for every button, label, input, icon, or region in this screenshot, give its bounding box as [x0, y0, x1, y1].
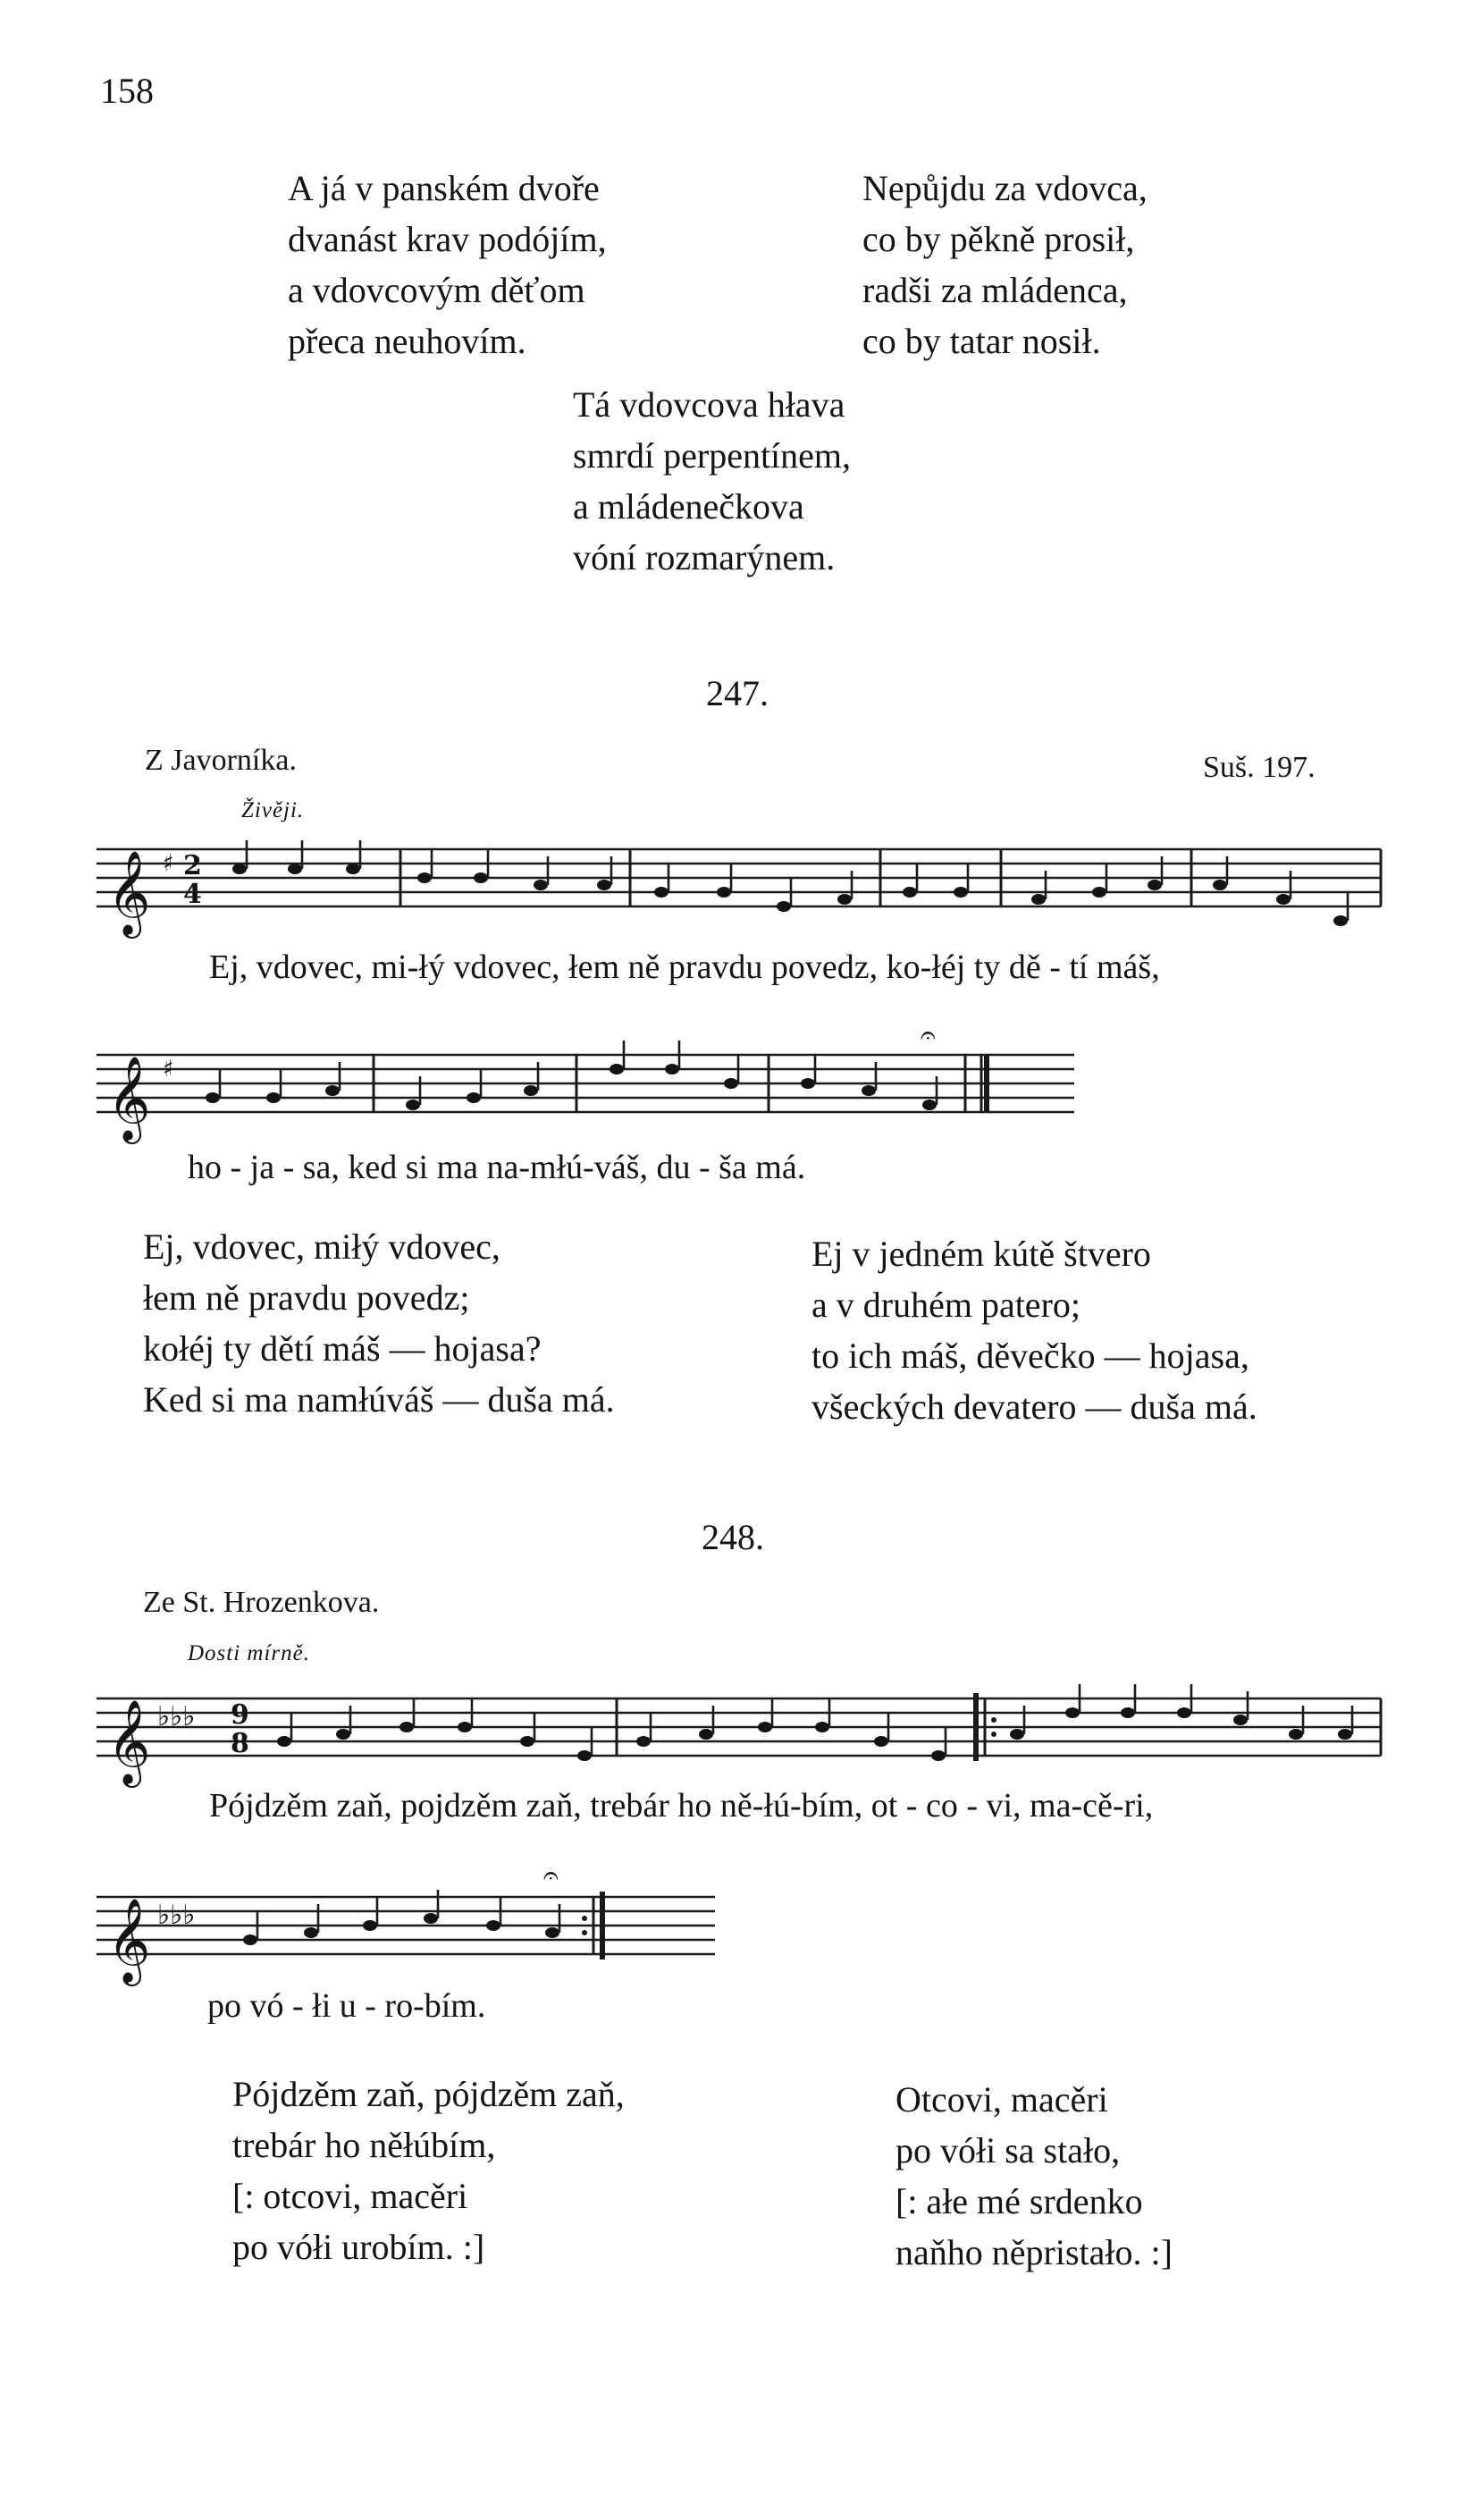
stanza-line: Ej v jedném kútě štvero — [811, 1234, 1151, 1274]
time-signature-bottom: 8 — [231, 1728, 249, 1759]
lyric-line: ho - ja - sa, ked si ma na-młú-váš, du - ša má. — [188, 1149, 806, 1186]
stanza-line: co by pěkně prosił, — [862, 219, 1135, 259]
repeat-dot-icon — [582, 1930, 587, 1935]
stanza-line: a vdovcovým děťom — [288, 270, 585, 310]
note-head — [1276, 894, 1291, 905]
time-signature-bottom: 4 — [183, 879, 202, 910]
note-head — [1233, 1715, 1248, 1725]
song-origin: Ze St. Hrozenkova. — [143, 1586, 380, 1619]
note-head — [474, 872, 488, 883]
note-head — [903, 887, 917, 898]
note-head — [266, 1092, 281, 1103]
stanza-line: naňho něpristało. :] — [895, 2232, 1173, 2272]
repeat-dot-icon — [991, 1717, 996, 1723]
note-head — [1031, 894, 1046, 905]
note-head — [837, 894, 852, 905]
stanza-line: Ked si ma namłúváš — duša má. — [143, 1379, 615, 1420]
note-head — [1333, 915, 1348, 926]
note-head — [577, 1750, 592, 1761]
song-stanza-left — [143, 1221, 615, 1425]
song-reference: Suš. 197. — [1203, 751, 1316, 784]
note-group — [277, 1684, 1381, 1761]
note-head — [406, 1100, 420, 1110]
note-head — [1148, 880, 1162, 890]
note-head — [243, 1934, 257, 1945]
song-stanza-right — [811, 1228, 1257, 1432]
page-number: 158 — [100, 71, 154, 111]
note-group — [232, 840, 1381, 926]
note-head — [325, 1085, 340, 1096]
treble-clef-icon: 𝄞 — [107, 1056, 151, 1141]
time-signature-top: 2 — [183, 850, 202, 881]
repeat-dot-icon — [582, 1916, 587, 1921]
song-stanza-right — [895, 2074, 1173, 2278]
song-stanza-left — [232, 2069, 625, 2272]
key-signature: ♯ — [163, 1056, 174, 1083]
note-head — [862, 1085, 876, 1096]
note-head — [1338, 1729, 1352, 1740]
note-head — [232, 864, 247, 874]
stanza-line: to ich máš, děvečko — hojasa, — [811, 1336, 1249, 1376]
note-head — [417, 872, 432, 883]
stanza-line: kołéj ty dětí máš — hojasa? — [143, 1328, 542, 1369]
song-origin: Z Javorníka. — [145, 744, 297, 777]
note-head — [534, 880, 548, 890]
note-head — [777, 901, 791, 912]
stanza-line: łem ně pravdu povedz; — [143, 1277, 470, 1318]
staff-248-line-1 — [97, 1684, 1381, 1788]
stanza-line: Pójdzěm zaň, pójdzěm zaň, — [232, 2074, 625, 2114]
note-head — [336, 1729, 350, 1740]
stanza-line: trebár ho něłúbím, — [232, 2125, 496, 2165]
fermata-icon: 𝄐 — [543, 1860, 559, 1892]
note-head — [288, 864, 302, 874]
note-head — [758, 1722, 772, 1732]
note-head — [699, 1729, 713, 1740]
note-head — [801, 1078, 815, 1089]
lyric-line: Ej, vdovec, mi-łý vdovec, łem ně pravdu povedz, ko-łéj ty dě - tí máš, — [209, 948, 1160, 986]
note-head — [363, 1920, 377, 1931]
note-head — [874, 1736, 888, 1747]
stanza-line: [: ałe mé srdenko — [895, 2181, 1143, 2221]
note-head — [1065, 1707, 1080, 1718]
note-head — [717, 887, 731, 898]
stanza-line: všeckých devatero — duša má. — [811, 1386, 1257, 1427]
note-head — [399, 1722, 414, 1732]
note-head — [277, 1736, 291, 1747]
key-signature: ♭♭♭ — [157, 1701, 196, 1732]
stanza-line: po vółi urobím. :] — [232, 2227, 485, 2267]
stanza-line: po vółi sa stało, — [895, 2130, 1121, 2170]
time-signature-top: 9 — [231, 1699, 249, 1731]
note-head — [1010, 1729, 1024, 1740]
repeat-dot-icon — [991, 1732, 996, 1737]
stanza-line: Nepůjdu za vdovca, — [862, 168, 1148, 208]
note-head — [545, 1927, 559, 1938]
stanza-line: Ej, vdovec, miłý vdovec, — [143, 1226, 500, 1267]
stanza-line: radši za mládenca, — [862, 270, 1128, 310]
note-head — [636, 1736, 651, 1747]
key-signature: ♯ — [163, 850, 174, 877]
note-head — [1177, 1707, 1191, 1718]
note-head — [954, 887, 968, 898]
stanza-line: smrdí perpentínem, — [573, 435, 852, 476]
note-head — [665, 1064, 679, 1075]
stanza-line: [: otcovi, macěri — [232, 2176, 468, 2216]
note-head — [597, 880, 611, 890]
treble-clef-icon: 𝄞 — [107, 1898, 151, 1983]
lyric-line: po vó - łi u - ro-bím. — [207, 1987, 486, 2025]
stanza-line: vóní rozmarýnem. — [573, 537, 836, 577]
song-number: 247. — [706, 673, 769, 713]
note-head — [458, 1722, 472, 1732]
note-head — [206, 1092, 220, 1103]
key-signature: ♭♭♭ — [157, 1900, 196, 1931]
treble-clef-icon: 𝄞 — [107, 850, 151, 935]
stanza-line: přeca neuhovím. — [288, 321, 526, 361]
note-head — [524, 1085, 538, 1096]
stanza-line: co by tatar nosił. — [862, 321, 1101, 361]
treble-clef-icon: 𝄞 — [107, 1699, 151, 1784]
note-head — [520, 1736, 534, 1747]
staff-247-line-1 — [97, 840, 1381, 939]
note-head — [467, 1092, 481, 1103]
note-head — [1213, 880, 1227, 890]
staff-248-line-2 — [97, 1860, 715, 1986]
note-head — [610, 1064, 624, 1075]
stanza-line: a v druhém patero; — [811, 1285, 1080, 1325]
note-head — [815, 1722, 829, 1732]
fermata-icon: 𝄐 — [921, 1020, 936, 1051]
note-head — [654, 887, 668, 898]
stanza-line: a mládenečkova — [573, 486, 804, 527]
note-head — [304, 1927, 318, 1938]
song-number: 248. — [702, 1517, 764, 1557]
tempo-marking: Živěji. — [241, 798, 305, 822]
lyric-line: Pójdzěm zaň, pojdzěm zaň, trebár ho ně-łú-bím, ot - co - vi, ma-cě-ri, — [209, 1787, 1154, 1825]
note-head — [486, 1920, 500, 1931]
stanza-line: A já v panském dvoře — [288, 168, 600, 208]
note-head — [1121, 1707, 1135, 1718]
note-head — [724, 1078, 738, 1089]
note-head — [1092, 887, 1106, 898]
stanza-line: dvanást krav podójím, — [288, 219, 607, 259]
note-group — [243, 1860, 602, 1960]
note-head — [424, 1913, 438, 1924]
staff-247-line-2 — [97, 1020, 1074, 1144]
note-head — [922, 1100, 937, 1110]
note-head — [1289, 1729, 1303, 1740]
note-head — [346, 864, 360, 874]
stanza-line: Tá vdovcova hłava — [573, 384, 845, 425]
note-head — [931, 1750, 946, 1761]
stanza-line: Otcovi, macěri — [895, 2079, 1108, 2120]
tempo-marking: Dosti mírně. — [188, 1641, 310, 1665]
